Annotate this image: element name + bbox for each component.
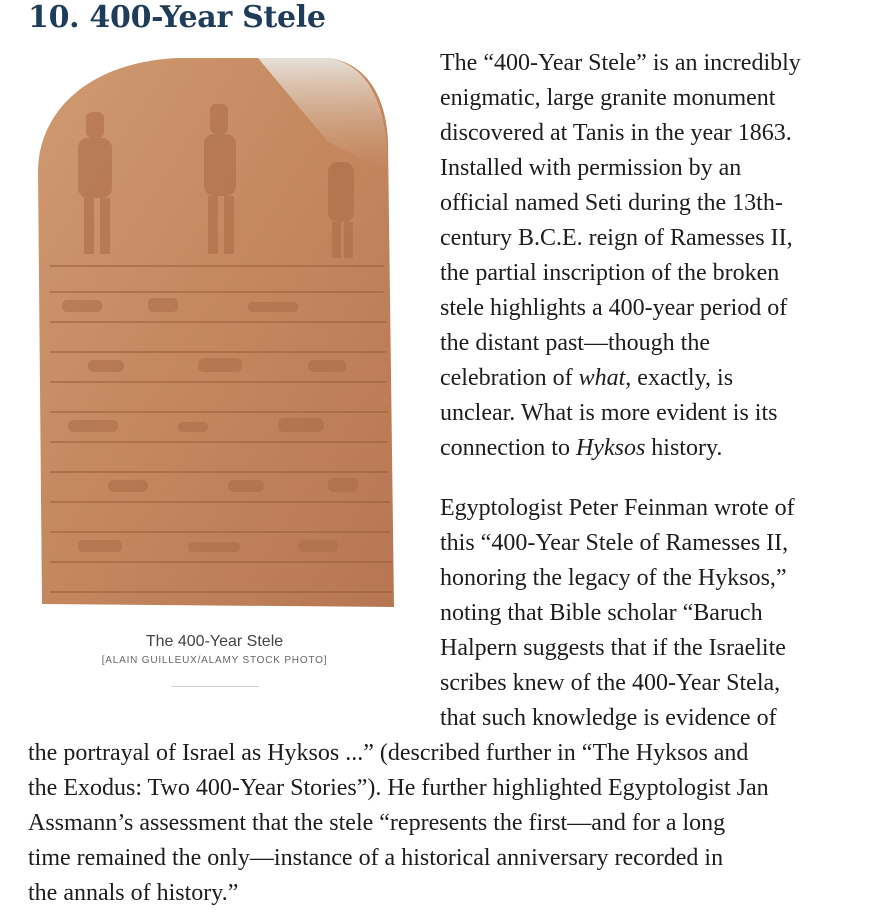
figure-caption: The 400-Year Stele (145, 633, 284, 650)
paragraph2-line: the annals of history.” (28, 880, 239, 906)
paragraph2-line: Halpern suggests that if the Israelite (440, 635, 786, 661)
paragraph2-line: time remained the only—instance of a historical anniversary recorded in (28, 845, 724, 871)
paragraph2-line: the Exodus: Two 400-Year Stories”). He further highlighted Egyptologist Jan (28, 775, 769, 801)
paragraph1-line (440, 361, 733, 396)
paragraph2-line: noting that Bible scholar “Baruch (440, 600, 763, 626)
paragraph2-line: Assmann’s assessment that the stele “represents the first—and for a long (28, 810, 726, 836)
paragraph1-line: discovered at Tanis in the year 1863. (440, 120, 792, 146)
figure (28, 52, 401, 687)
photo-credit: [ALAIN GUILLEUX/ALAMY STOCK PHOTO] (101, 655, 328, 666)
paragraph2-line: Egyptologist Peter Feinman wrote of (440, 495, 795, 521)
paragraph1-line: The “400-Year Stele” is an incredibly (440, 50, 801, 76)
paragraph2-line: honoring the legacy of the Hyksos,” (440, 565, 787, 591)
paragraph1-line: enigmatic, large granite monument (440, 85, 776, 111)
era-abbreviation: B.C.E. (517, 225, 583, 251)
paragraph2-line: that such knowledge is evidence of (440, 705, 777, 731)
text-fragment: century (440, 225, 512, 251)
text-fragment: history. (651, 435, 723, 461)
emphasis-text: what (578, 365, 626, 391)
article-title: 10. 400-Year Stele (28, 0, 326, 35)
caption-divider (171, 686, 259, 687)
paragraph1-line: the partial inscription of the broken (440, 260, 780, 286)
text-fragment: connection to (440, 435, 570, 461)
paragraph1-line: unclear. What is more evident is its (440, 400, 778, 426)
text-fragment: celebration of (440, 365, 573, 391)
paragraph1-line: stele highlights a 400-year period of (440, 295, 788, 321)
paragraph1-line: the distant past—though the (440, 330, 710, 356)
stele-photo (28, 52, 401, 617)
paragraph1-line: Installed with permission by an (440, 155, 742, 181)
text-fragment: reign of Ramesses II, (588, 225, 793, 251)
text-fragment: , exactly, is (625, 365, 734, 391)
paragraph2-line: the portrayal of Israel as Hyksos ...” (described further in “The Hyksos and (28, 740, 749, 766)
paragraph2-line: this “400-Year Stele of Ramesses II, (440, 530, 789, 556)
paragraph1-line: official named Seti during the 13th- (440, 190, 783, 216)
paragraph2-line: scribes knew of the 400-Year Stela, (440, 670, 781, 696)
paragraph1-line (440, 221, 793, 256)
paragraph1-line (440, 431, 722, 466)
emphasis-text: Hyksos (575, 435, 646, 461)
